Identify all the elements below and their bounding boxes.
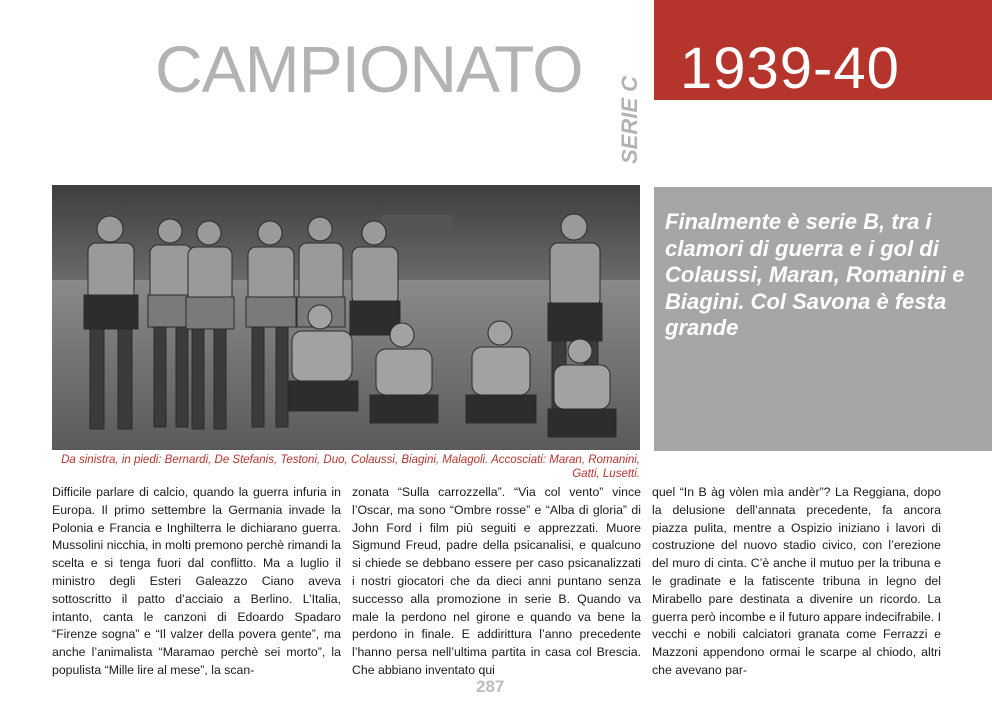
year-banner — [654, 0, 992, 100]
article-column-1: Difficile parlare di calcio, quando la guerra infuria in Europa. Il primo settembre la Germania invade la Polonia e Francia e Inghilterra le dichiarano guerra. Mussolini nicchia, in molti premono perchè rimandi la scelta e si tenga fuori dal conflitto. Ma a luglio il ministro degli Esteri Galeazzo Ciano aveva sottoscritto il patto d’acciaio a Berlino. L’Italia, intanto, canta le canzoni di Edoardo Spadaro “Firenze sogna” e “Il valzer della povera gente”, ma anche l’animalista “Maramao perchè sei morto”, la populista “Mille lire al mese”, la scan- — [52, 485, 341, 677]
photo-caption: Da sinistra, in piedi: Bernardi, De Stefanis, Testoni, Duo, Colaussi, Biagini, Malagoli. Accosciati: Maran, Romanini, Gatti, Lusetti. — [61, 454, 640, 480]
page-title: CAMPIONATO — [155, 32, 583, 106]
article-column-3: quel “In B àg vòlen mìa andèr”? La Reggiana, dopo la delusione dell’annata precedente, fa ancora piazza pulita, mentre a Ospizio iniziano i lavori di costruzione del nuovo stadio civico, con l’erezione del muro di cinta. C’è anche il mutuo per la tribuna e le gradinate e la fatiscente tribuna in legno del Mirabello pare destinata a divenire un ricordo. La guerra però incombe e il futuro appare indecifrabile. I vecchi e nobili calciatori granata come Ferrazzi e Mazzoni appendono ormai le scarpe al chiodo, altri che avevano par- — [652, 485, 941, 677]
article-column-2: zonata “Sulla carrozzella”. “Via col vento” vince l’Oscar, ma sono “Ombre rosse” e “Alba di gloria” di John Ford i film più seguiti e apprezzati. Muore Sigmund Freud, padre della psicanalisi, e qualcuno si chiede se debbano essere per caso psicanalizzati i nostri giocatori che da dieci anni puntano senza successo alla promozione in serie B. Quando va male la perdono nel girone e quando va bene la perdono in finale. E addirittura l’anno precedente l’hanno persa nell’ultima partita in casa col Brescia. Che abbiano inventato qui — [352, 485, 641, 677]
season-year: 1939-40 — [680, 36, 900, 101]
headline-box — [654, 187, 992, 451]
series-label: SERIE C — [617, 75, 642, 164]
headline: Finalmente è serie B, tra i clamori di guerra e i gol di Colaussi, Maran, Romanini e Biagini. Col Savona è festa grande — [665, 209, 965, 340]
page-number: 287 — [476, 677, 505, 696]
team-photo — [52, 185, 640, 450]
